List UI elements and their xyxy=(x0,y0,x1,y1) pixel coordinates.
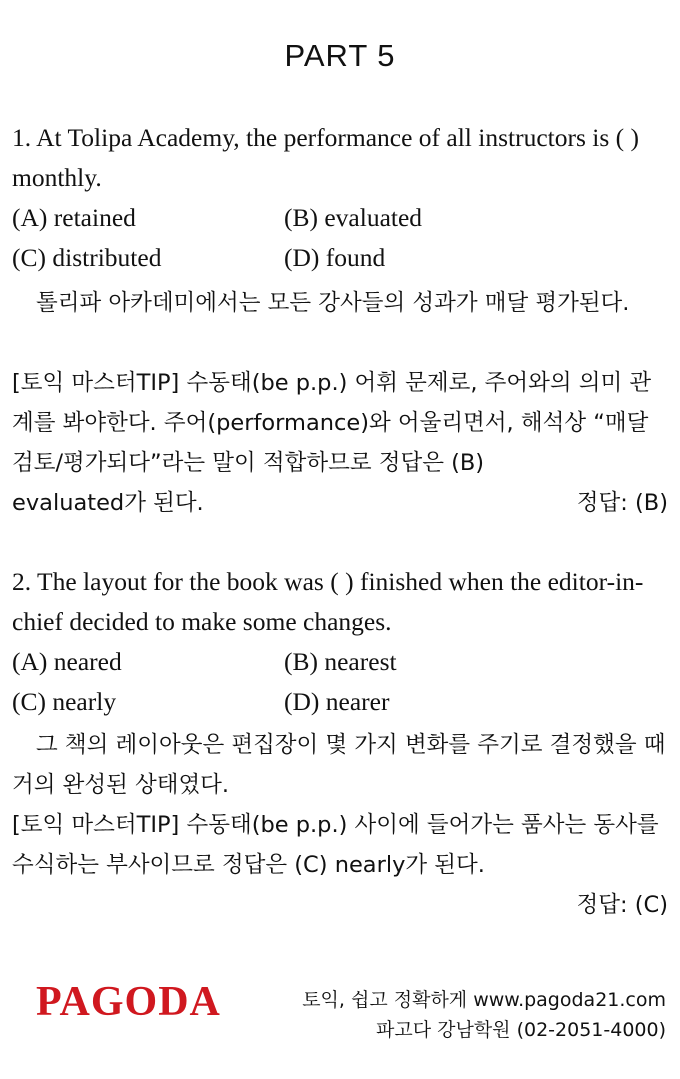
question-1-tip: [토익 마스터TIP] 수동태(be p.p.) 어휘 문제로, 주어와의 의미 관계를 봐야한다. 주어(performance)와 어울리면서, 해석상 “매달 검토/평가되다”라는 말이 적합하므로 정답은 (B) xyxy=(12,370,652,476)
q1-option-d: (D) found xyxy=(284,243,386,272)
question-2-translation: 그 책의 레이아웃은 편집장이 몇 가지 변화를 주기로 결정했을 때 거의 완성된 상태였다. xyxy=(12,732,666,798)
footer-line-1: 토익, 쉽고 정확하게 www.pagoda21.com xyxy=(302,989,666,1011)
question-1-tip-end-row xyxy=(12,483,668,523)
question-1-translation: 톨리파 아카데미에서는 모든 강사들의 성과가 매달 평가된다. xyxy=(36,290,630,316)
footer-line-2: 파고다 강남학원 (02-2051-4000) xyxy=(376,1019,666,1041)
question-2-text: 2. The layout for the book was ( ) finished when the editor-in-chief decided to make some changes. xyxy=(12,567,644,636)
q2-option-a: (A) neared xyxy=(12,647,122,676)
question-1-answer: 정답: (B) xyxy=(576,490,668,516)
q2-option-c: (C) nearly xyxy=(12,687,117,716)
question-1-options xyxy=(12,198,668,278)
q1-option-a: (A) retained xyxy=(12,203,136,232)
page-title: PART 5 xyxy=(284,38,396,73)
question-2-tip: [토익 마스터TIP] 수동태(be p.p.) 사이에 들어가는 품사는 동사를 수식하는 부사이므로 정답은 (C) nearly가 된다. xyxy=(12,812,659,878)
q2-option-b: (B) nearest xyxy=(284,647,397,676)
q1-option-c: (C) distributed xyxy=(12,243,162,272)
question-2-answer: 정답: (C) xyxy=(576,892,668,918)
q1-option-b: (B) evaluated xyxy=(284,203,423,232)
question-2-options xyxy=(12,642,668,722)
question-1-text: 1. At Tolipa Academy, the performance of all instructors is ( ) monthly. xyxy=(12,123,640,192)
footer-info xyxy=(302,985,666,1045)
pagoda-logo: PAGODA xyxy=(36,979,221,1025)
question-1-tip-end: evaluated가 된다. xyxy=(12,490,204,516)
q2-option-d: (D) nearer xyxy=(284,687,390,716)
